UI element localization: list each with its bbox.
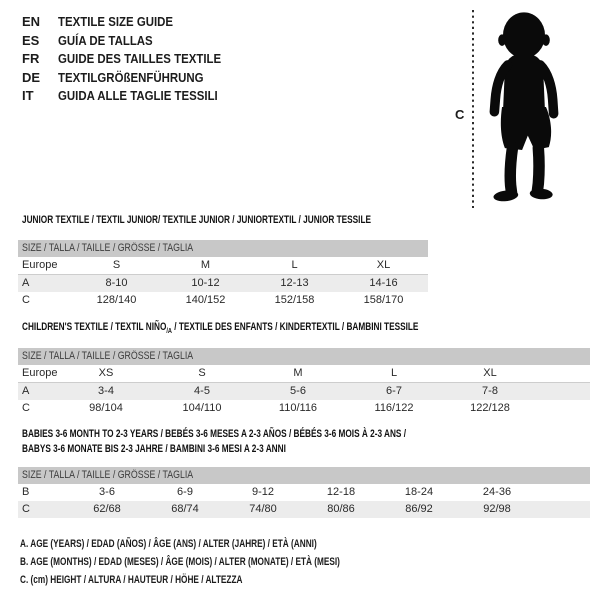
- cell-value: 7-8: [482, 385, 498, 397]
- cell-value: 12-18: [326, 486, 356, 498]
- babies-table: [18, 467, 590, 518]
- cell-value: 140/152: [185, 294, 226, 306]
- cell-value: 74/80: [249, 503, 277, 515]
- cell-value: 80/86: [327, 503, 355, 515]
- cell-value: 68/74: [171, 503, 199, 515]
- cell-value: 116/122: [374, 402, 414, 414]
- babies-row-c: [18, 501, 590, 518]
- row-label: A: [22, 385, 30, 397]
- cell-value: 128/140: [96, 294, 137, 306]
- title-subscript: /A: [166, 326, 172, 336]
- cell-value: 110/116: [278, 402, 318, 414]
- cell-value: 62/68: [93, 503, 121, 515]
- children-columns-row: [18, 365, 590, 383]
- legend-line-a: A. AGE (YEARS) / EDAD (AÑOS) / ÂGE (ANS) / ALTER (JAHRE) / ETÀ (ANNI): [20, 538, 317, 550]
- column-header: L: [390, 367, 398, 379]
- junior-table: [18, 240, 428, 309]
- column-header: Europe: [22, 367, 58, 379]
- cell-value: 12-13: [280, 277, 309, 289]
- cell-value: 122/128: [470, 402, 510, 414]
- babies-section-title: BABIES 3-6 MONTH TO 2-3 YEARS / BEBÉS 3-6 MESES A 2-3 AÑOS / BÉBÉS 3-6 MOIS À 2-3 ANS / BABYS 3-6 MONATE BIS 2-3 JAHRE / BAMBINI 3-6 MESI A 2-3 ANNI: [22, 428, 407, 455]
- children-row-c: [18, 400, 590, 417]
- height-measure-dashed-line: [471, 8, 475, 210]
- cell-value: 8-10: [105, 277, 128, 289]
- measurement-legend: [20, 536, 447, 589]
- cell-value: 92/98: [483, 503, 511, 515]
- legend-line-c: C. (cm) HEIGHT / ALTURA / HAUTEUR / HÖHE / ALTEZZA: [20, 573, 243, 586]
- cell-value: 24-36: [482, 486, 512, 498]
- lang-row-de: [22, 69, 243, 88]
- cell-value: 5-6: [290, 385, 306, 397]
- junior-columns-row: [18, 257, 428, 275]
- cell-value: 158/170: [363, 294, 404, 306]
- cell-value: 3-6: [99, 486, 115, 498]
- row-label: B: [22, 486, 30, 498]
- junior-section-title: JUNIOR TEXTILE / TEXTIL JUNIOR/ TEXTILE JUNIOR / JUNIORTEXTIL / JUNIOR TESSILE: [22, 214, 371, 226]
- lang-label: GUÍA DE TALLAS: [58, 32, 153, 48]
- junior-row-c: [18, 292, 428, 309]
- children-size-header-bar: SIZE / TALLA / TAILLE / GRÖSSE / TAGLIA: [18, 348, 590, 365]
- cell-value: 98/104: [89, 402, 123, 414]
- cell-value: 9-12: [251, 486, 275, 498]
- lang-code: DE: [22, 69, 41, 85]
- lang-label: GUIDE DES TAILLES TEXTILE: [58, 51, 222, 66]
- lang-row-fr: [22, 50, 243, 69]
- column-header: S: [112, 259, 121, 271]
- row-label: A: [22, 277, 30, 289]
- lang-row-it: [22, 87, 243, 106]
- row-label: C: [22, 402, 30, 414]
- cell-value: 6-7: [386, 385, 402, 397]
- row-label: C: [22, 503, 30, 515]
- column-header: XS: [98, 367, 114, 379]
- lang-code: ES: [22, 32, 40, 48]
- lang-row-en: [22, 13, 243, 32]
- cell-value: 104/110: [182, 402, 222, 414]
- children-row-a: [18, 383, 590, 400]
- cell-value: 14-16: [369, 277, 398, 289]
- cell-value: 10-12: [191, 277, 220, 289]
- junior-size-header-bar: SIZE / TALLA / TAILLE / GRÖSSE / TAGLIA: [18, 240, 428, 257]
- babies-row-b: [18, 484, 590, 501]
- cell-value: 152/158: [274, 294, 315, 306]
- height-measure-label: C: [455, 107, 465, 122]
- cell-value: 86/92: [405, 503, 433, 515]
- children-table: [18, 348, 590, 417]
- row-label: C: [22, 294, 30, 306]
- column-header: M: [293, 367, 303, 379]
- legend-line-b: B. AGE (MONTHS) / EDAD (MESES) / ÂGE (MOIS) / ALTER (MONATE) / ETÀ (MESI): [20, 555, 340, 568]
- lang-code: FR: [22, 51, 40, 66]
- language-list: [22, 13, 243, 106]
- cell-value: 18-24: [404, 486, 434, 498]
- lang-label: GUIDA ALLE TAGLIE TESSILI: [58, 88, 218, 103]
- babies-size-header-bar: SIZE / TALLA / TAILLE / GRÖSSE / TAGLIA: [18, 467, 590, 484]
- column-header: Europe: [22, 259, 58, 271]
- lang-row-es: [22, 32, 243, 51]
- junior-row-a: [18, 275, 428, 292]
- children-section-title: CHILDREN'S TEXTILE / TEXTIL $NIÑO_{/A}$ / TEXTILE DES ENFANTS / KINDERTEXTIL / BAMBINI TESSILE: [22, 321, 419, 336]
- cell-value: 6-9: [177, 486, 193, 498]
- lang-label: TEXTILE SIZE GUIDE: [58, 14, 174, 29]
- baby-silhouette-icon: [481, 9, 567, 205]
- column-header: M: [200, 259, 211, 271]
- column-header: XL: [483, 367, 497, 379]
- column-header: XL: [376, 259, 391, 271]
- cell-value: 4-5: [194, 385, 210, 397]
- cell-value: 3-4: [98, 385, 114, 397]
- lang-code: IT: [22, 88, 34, 103]
- lang-label: TEXTILGRÖßENFÜHRUNG: [58, 69, 204, 85]
- column-header: L: [291, 259, 298, 271]
- lang-code: EN: [22, 14, 41, 29]
- column-header: S: [198, 367, 206, 379]
